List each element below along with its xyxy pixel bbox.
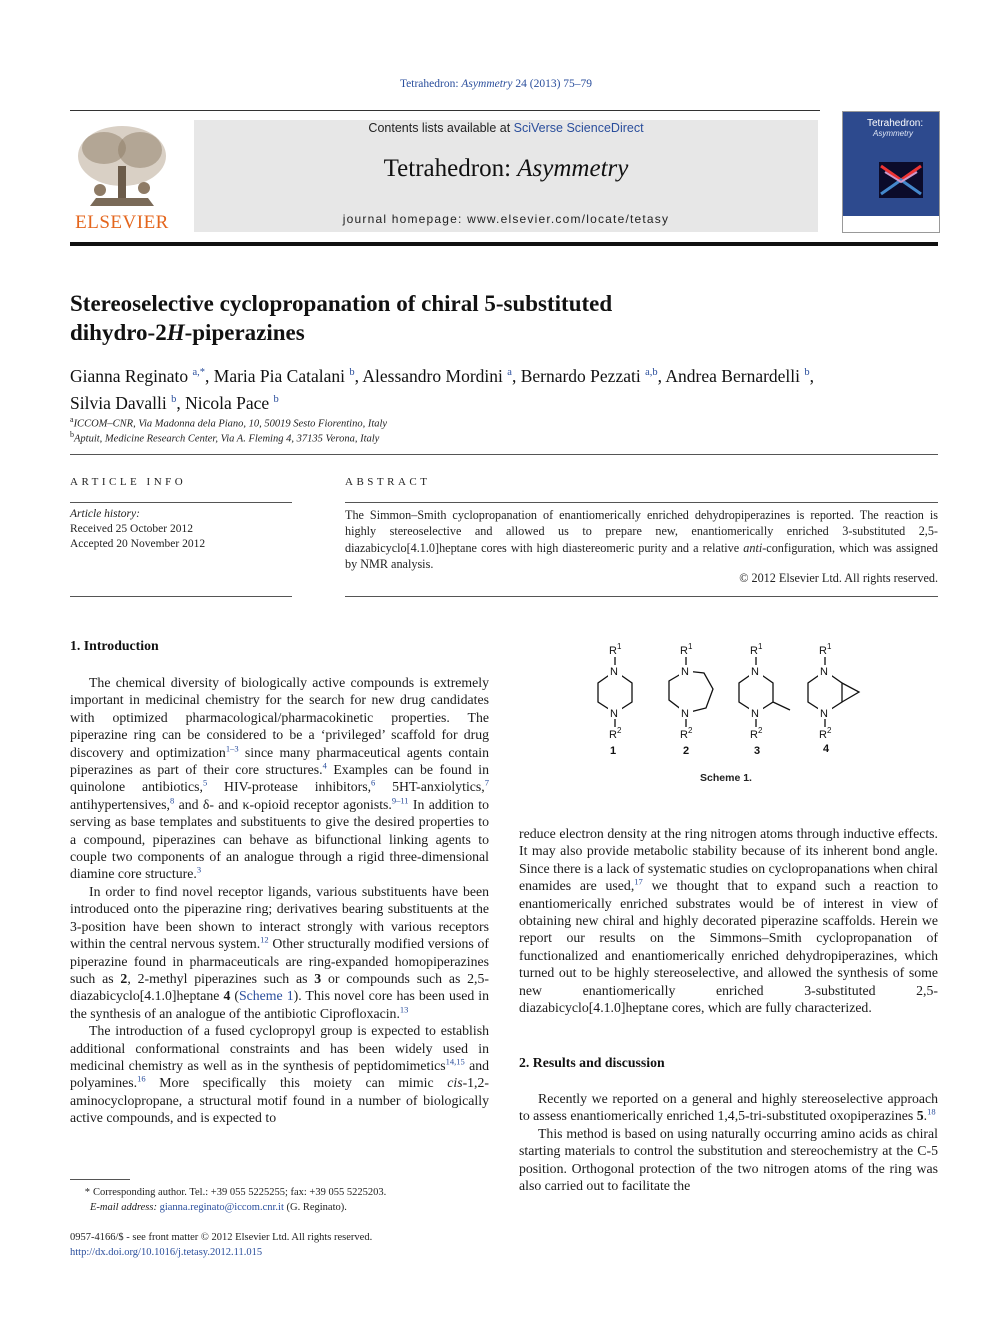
reference-citation[interactable]: 16 <box>137 1073 146 1084</box>
divider <box>345 502 938 503</box>
atom-label: R <box>819 729 827 741</box>
text-run: 5HT-anxiolytics, <box>375 779 485 795</box>
affiliation-a: $^a$ICCOM–CNR, Via Madonna dela Piano, 10, 50019 Sesto Fiorentino, Italy <box>70 415 388 430</box>
paragraph <box>519 825 938 1016</box>
article-history: Article history: Received 25 October 2012 Accepted 20 November 2012 <box>70 508 206 550</box>
footnote-rule <box>70 1179 130 1180</box>
scheme-1-structures <box>520 640 938 762</box>
author[interactable]: Andrea Bernardelli $^b$ <box>665 365 810 386</box>
ring-bond <box>669 671 713 713</box>
atom-label: R <box>609 645 617 657</box>
text-run: we thought that to expand such a reaction to enantiomerically enriched substrates would be of interest in view of obtaining new chiral and highly decorated piperazine scaffolds. Herein we report our results on the Simmons–Smith cyclopropanation of functionalized and enantiomerically enriched dehydropiperazines, which turned out to be highly stereoselective, and allowed the synthesis of some new enantiomerically enriched 3-substituted 2,5-diazabicyclo[4.1.0]heptane cores, which are fully characterized. <box>519 878 938 1016</box>
text-run: The introduction of a fused cyclopropyl group is expected to establish additional conformational constraints and has been widely used in medicinal chemistry as well as in the synthesis of peptidomimetics <box>70 1023 489 1073</box>
atom-label: N <box>751 708 759 720</box>
atom-label: R <box>750 645 758 657</box>
text-run: ( <box>230 988 239 1004</box>
compound-label: 1 <box>609 745 617 757</box>
reference-citation[interactable]: 14,15 <box>445 1056 465 1067</box>
atom-superscript: 1 <box>617 642 622 651</box>
corresponding-author-note: * Corresponding author. Tel.: +39 055 5225255; fax: +39 055 5225203. E-mail address: gianna.reginato@iccom.cnr.it (G. Reginato). <box>84 1187 387 1213</box>
text-run: In order to find novel receptor ligands, various substituents have been introduced onto the piperazine ring; derivatives bearing substituents at the 3-position have been shown to interact strongly with various receptors within the central nervous system. <box>70 883 489 952</box>
atom-label: N <box>681 666 689 678</box>
divider <box>70 502 292 503</box>
atom-label: R <box>819 645 827 657</box>
right-column-body <box>519 825 938 1016</box>
text-run: antihypertensives, <box>70 796 171 812</box>
atom-superscript: 2 <box>827 726 832 735</box>
contents-line: Contents lists available at SciVerse ScienceDirect <box>368 121 644 135</box>
paragraph <box>519 1125 938 1195</box>
atom-label: R <box>680 645 688 657</box>
compound-number: 4 <box>223 988 231 1004</box>
divider <box>70 596 292 597</box>
cover-graphic <box>879 162 923 198</box>
paragraph <box>519 1090 938 1125</box>
atom-label: N <box>610 666 618 678</box>
reference-citation[interactable]: 13 <box>399 1004 409 1015</box>
journal-title: Tetrahedron: Asymmetry <box>383 155 629 182</box>
atom-superscript: 1 <box>688 642 693 651</box>
scheme-caption: Scheme 1. <box>700 772 752 784</box>
atom-label: N <box>820 666 828 678</box>
atom-superscript: 1 <box>827 642 832 651</box>
text-run: This method is based on using naturally occurring amino acids as chiral starting materials to control the substitution and stereochemistry at the C-5 position. Orthogonal protection of the two nitrogen atoms of the ring was also carried out to facilitate the <box>519 1125 938 1194</box>
text-run: Examples can be found in quinolone antibiotics, <box>70 762 489 795</box>
author[interactable]: Maria Pia Catalani $^b$ <box>213 365 355 386</box>
text-run: -1,2-aminocyclopropane, a structural motif found in a number of biologically active compounds, and is expected to <box>70 1075 489 1126</box>
compound-number: 2 <box>120 970 128 986</box>
abstract-text: The Simmon–Smith cyclopropanation of enantiomerically enriched dehydropiperazines is reported. The reaction is highly stereoselective and allowed us to prepare new, enantiomerically enriched 3-substituted 2,5-diazabicyclo[4.1.0]heptane cores with high diastereomeric purity and a relative anti-configuration, which was assigned by NMR analysis. <box>345 508 938 572</box>
text-run: , 2-methyl piperazines such as <box>127 970 315 986</box>
header-rule <box>70 110 820 111</box>
results-body <box>519 1090 938 1194</box>
journal-citation[interactable]: Tetrahedron: Asymmetry 24 (2013) 75–79 <box>399 78 593 90</box>
introduction-body <box>70 674 489 1127</box>
journal-homepage: journal homepage: www.elsevier.com/locate/tetasy <box>342 212 670 226</box>
compound-label: 3 <box>753 745 761 757</box>
abstract-heading: ABSTRACT <box>345 476 431 488</box>
italic-text: cis <box>447 1075 463 1091</box>
text-run: and δ- and κ-opioid receptor agonists. <box>174 796 392 812</box>
article-title: Stereoselective cyclopropanation of chiral 5-substituted dihydro-2H-piperazines <box>70 291 613 345</box>
paragraph <box>70 1022 489 1126</box>
affiliation-b: $^b$Aptuit, Medicine Research Center, Via A. Fleming 4, 37135 Verona, Italy <box>70 430 380 445</box>
cover-subtitle: Asymmetry <box>873 129 913 138</box>
author[interactable]: Silvia Davalli $^b$ <box>70 392 177 413</box>
article-info-heading: ARTICLE INFO <box>70 476 187 488</box>
atom-superscript: 1 <box>758 642 763 651</box>
elsevier-wordmark[interactable]: ELSEVIER <box>75 212 169 233</box>
doi-link[interactable]: http://dx.doi.org/10.1016/j.tetasy.2012.11.015 <box>70 1247 263 1258</box>
text-run: and polyamines. <box>70 1057 489 1091</box>
reference-citation[interactable]: 3 <box>196 864 202 875</box>
text-run: reduce electron density at the ring nitrogen atoms through inductive effects. It may also provide metabolic stability because of its inherent bond angle. Since there is a lack of systematic studies on cyclopropanations when chiral enamides are used, <box>519 826 938 894</box>
text-run: or compounds such as 2,5-diazabicyclo[4.1.0]heptane <box>70 970 489 1004</box>
compound-label: 2 <box>682 745 690 757</box>
atom-label: R <box>609 729 617 741</box>
reference-citation[interactable]: 18 <box>927 1106 936 1117</box>
section-heading-introduction: 1. Introduction <box>70 638 159 653</box>
text-run: since many pharmaceutical agents contain piperazines as part of their core structures. <box>70 744 489 778</box>
atom-superscript: 2 <box>758 726 763 735</box>
atom-superscript: 2 <box>617 726 622 735</box>
author[interactable]: Nicola Pace $^b$ <box>185 392 279 413</box>
text-run: Other structurally modified versions of piperazine found in pharmaceuticals are ring-expanded homopiperazines such as <box>70 936 489 986</box>
paragraph <box>70 883 489 1022</box>
bond <box>842 683 859 702</box>
scheme-link[interactable]: Scheme 1 <box>238 988 294 1004</box>
author-email-link[interactable]: gianna.reginato@iccom.cnr.it <box>159 1202 284 1213</box>
issn-note: 0957-4166/$ - see front matter © 2012 Elsevier Ltd. All rights reserved. http://dx.doi.org/10.1016/j.tetasy.2012.11.015 <box>70 1230 490 1260</box>
reference-citation[interactable]: 9–11 <box>391 795 409 806</box>
author-list: Gianna Reginato $^{a,*}$, Maria Pia Catalani $^b$, Alessandro Mordini $^a$, Bernardo Pezzati $^{a,b}$, Andrea Bernardelli $^b$, Silvia Davalli $^b$, Nicola Pace $^b$ <box>70 365 815 413</box>
reference-citation[interactable]: 12 <box>260 934 269 945</box>
atom-label: N <box>820 708 828 720</box>
sciencedirect-link[interactable]: SciVerse ScienceDirect <box>513 121 644 135</box>
text-run: . <box>923 1108 928 1124</box>
compound-number: 3 <box>314 970 322 986</box>
text-run: HIV-protease inhibitors, <box>207 779 372 795</box>
reference-citation[interactable]: 6 <box>371 777 376 788</box>
copyright-notice: © 2012 Elsevier Ltd. All rights reserved. <box>739 571 938 585</box>
atom-label: N <box>681 708 689 720</box>
author[interactable]: Alessandro Mordini $^a$ <box>362 365 512 386</box>
reference-citation[interactable]: 7 <box>484 777 489 788</box>
reference-citation[interactable]: 17 <box>634 876 643 887</box>
homepage-url[interactable]: www.elsevier.com/locate/tetasy <box>467 212 670 226</box>
compound-number: 5 <box>916 1108 924 1124</box>
text-run: ). This novel core has been used in the synthesis of an analogue of the antibiotic Ciprofloxacin. <box>70 988 490 1021</box>
atom-label: R <box>680 729 688 741</box>
author[interactable]: Gianna Reginato $^{a,*}$ <box>70 365 206 386</box>
header-thick-rule <box>70 242 938 246</box>
author[interactable]: Bernardo Pezzati $^{a,b}$ <box>520 365 658 386</box>
reference-citation[interactable]: 1–3 <box>225 743 239 754</box>
atom-superscript: 2 <box>688 726 693 735</box>
divider <box>70 454 938 455</box>
reference-citation[interactable]: 8 <box>170 795 175 806</box>
bond <box>773 702 790 710</box>
cover-title: Tetrahedron: <box>867 118 924 129</box>
journal-cover-thumbnail[interactable] <box>842 111 940 233</box>
reference-citation[interactable]: 4 <box>322 760 327 771</box>
text-run: More specifically this moiety can mimic <box>145 1075 448 1091</box>
section-heading-results: 2. Results and discussion <box>519 1055 665 1070</box>
compound-label: 4 <box>822 743 830 755</box>
text-run: Recently we reported on a general and highly stereoselective approach to assess enantiomerically enriched 1,4,5-tri-substituted oxopiperazines <box>519 1091 938 1124</box>
atom-label: R <box>750 729 758 741</box>
text-run: In addition to serving as base templates and substituents to give the desired properties to a compound, piperazines can behave as bifunctional linking agents to couple two components of an analogue through a rigid three-dimensional diamine core structure. <box>70 796 489 882</box>
text-run: The chemical diversity of biologically active compounds is extremely important in medicinal chemistry for the search for new drug candidates with optimized pharmacological/pharmacokinetic properties. The piperazine ring can be considered to be a ‘privileged’ scaffold for drug discovery and optimization <box>70 675 489 760</box>
atom-label: N <box>751 666 759 678</box>
paragraph <box>70 674 489 883</box>
reference-citation[interactable]: 5 <box>202 777 208 788</box>
divider <box>345 596 938 597</box>
atom-label: N <box>610 708 618 720</box>
